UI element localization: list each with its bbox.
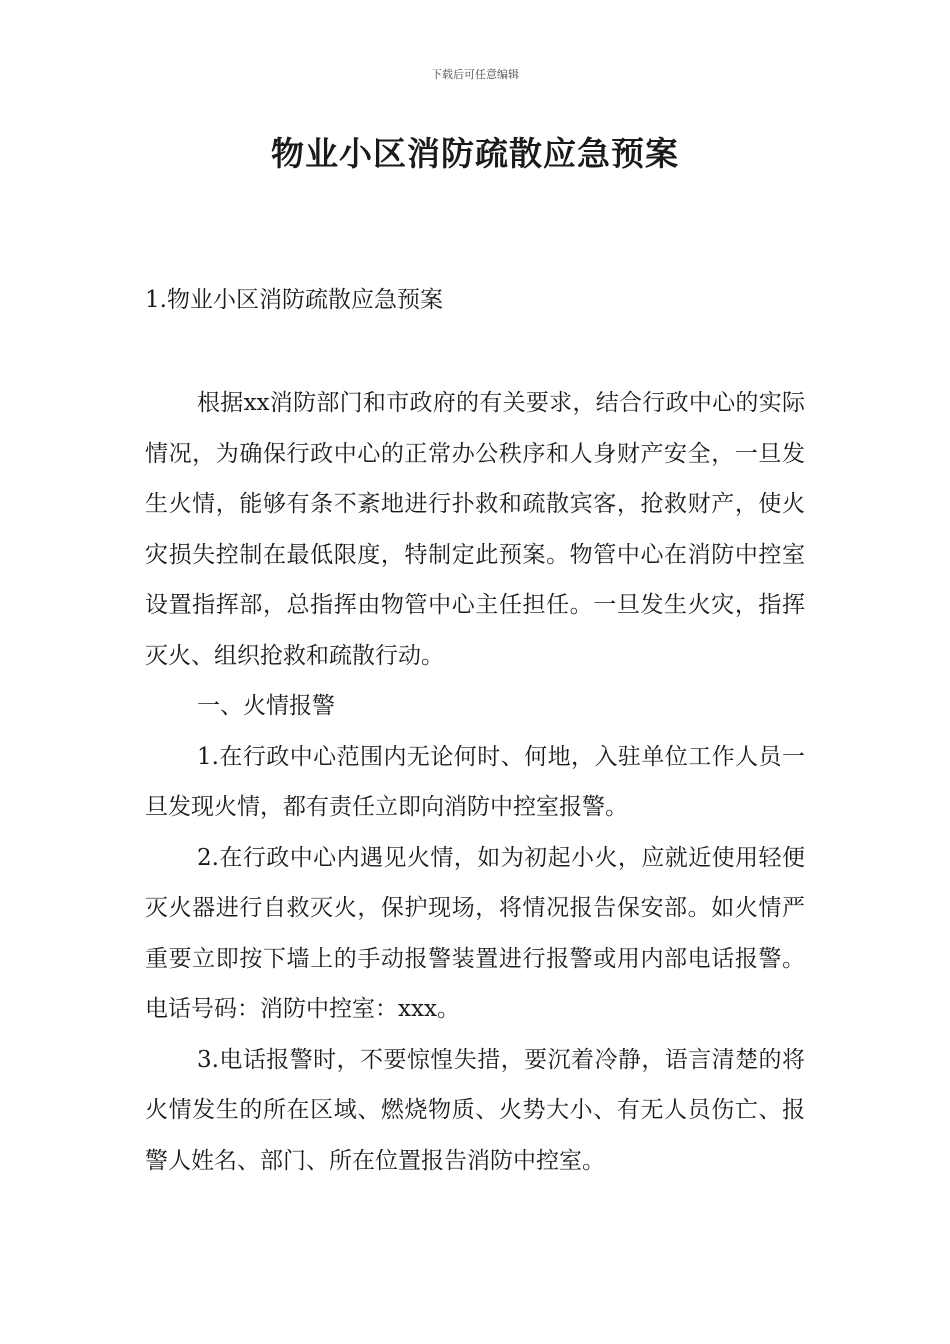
document-title: 物业小区消防疏散应急预案 xyxy=(271,134,679,173)
paragraph-intro: 根据xx消防部门和市政府的有关要求，结合行政中心的实际情况，为确保行政中心的正常办公秩序和人身财产安全，一旦发生火情，能够有条不紊地进行扑救和疏散宾客，抢救财产，使火灾损失控制在最低限度，特制定此预案。物管中心在消防中控室设置指挥部，总指挥由物管中心主任担任。一旦发生火灾，指挥灭火、组织抢救和疏散行动。 xyxy=(145,390,805,669)
document-body xyxy=(145,378,805,1186)
paragraph-item-2: 2.在行政中心内遇见火情，如为初起小火，应就近使用轻便灭火器进行自救灭火，保护现场，将情况报告保安部。如火情严重要立即按下墙上的手动报警装置进行报警或用内部电话报警。电话号码：消防中控室：xxx。 xyxy=(145,844,805,1022)
section-heading: 1.物业小区消防疏散应急预案 xyxy=(145,287,443,313)
paragraph-item-1: 1.在行政中心范围内无论何时、何地，入驻单位工作人员一旦发现火情，都有责任立即向消防中控室报警。 xyxy=(145,743,805,820)
paragraph-fire-alarm-heading: 一、火情报警 xyxy=(197,693,335,719)
paragraph-item-3: 3.电话报警时，不要惊惶失措，要沉着冷静，语言清楚的将火情发生的所在区域、燃烧物质、火势大小、有无人员伤亡、报警人姓名、部门、所在位置报告消防中控室。 xyxy=(145,1046,805,1174)
header-note: 下载后可任意编辑 xyxy=(431,68,519,81)
